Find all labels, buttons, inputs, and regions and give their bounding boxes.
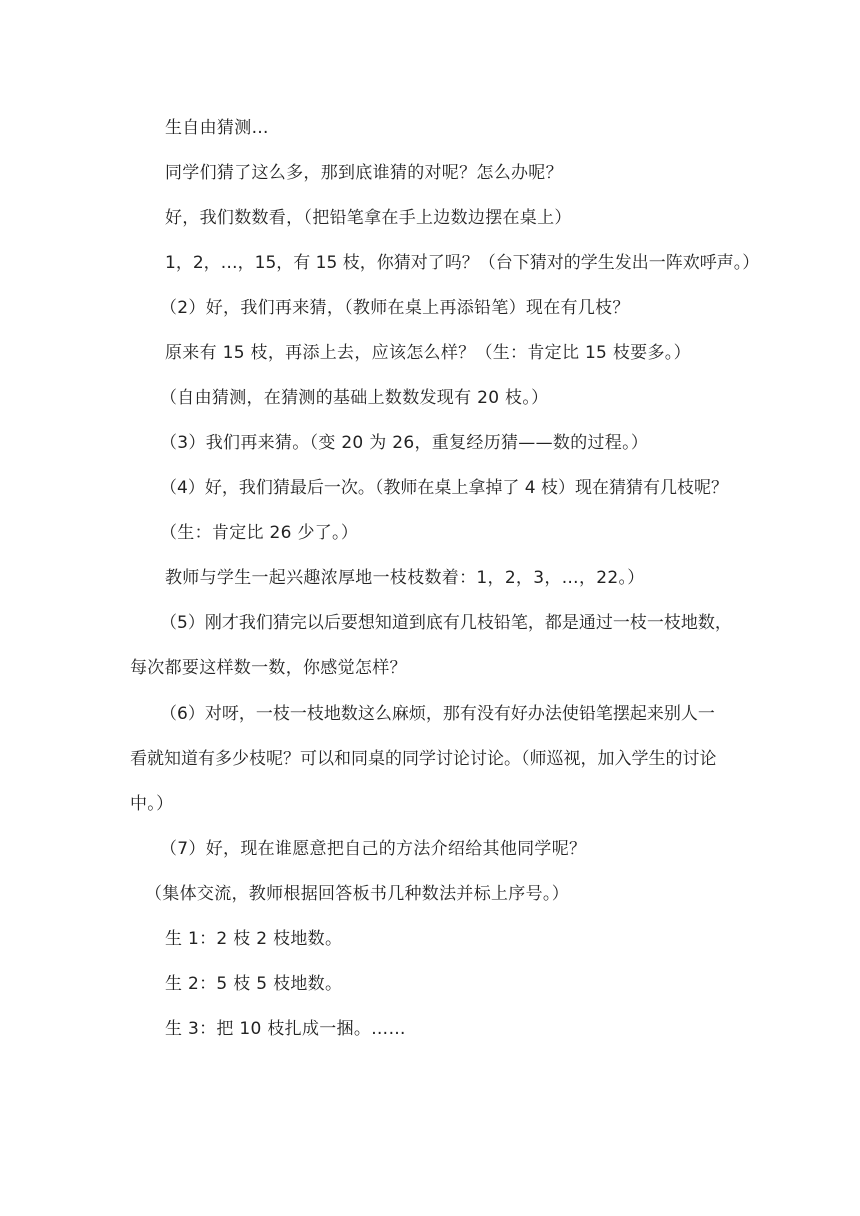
text-line: 教师与学生一起兴趣浓厚地一枝枝数着：1，2，3，…，22。） (165, 568, 645, 588)
text-line: （2）好，我们再来猜，（教师在桌上再添铅笔）现在有几枝？ (160, 298, 630, 318)
text-line: （3）我们再来猜。（变 20 为 26，重复经历猜——数的过程。） (160, 433, 649, 453)
text-line: 同学们猜了这么多，那到底谁猜的对呢？怎么办呢？ (165, 163, 563, 183)
text-line: （集体交流，教师根据回答板书几种数法并标上序号。） (145, 884, 569, 904)
text-line: （生：肯定比 26 少了。） (160, 523, 359, 543)
text-line: 看就知道有多少枝呢？可以和同桌的同学讨论讨论。（师巡视，加入学生的讨论 (130, 749, 717, 769)
text-line: （4）好，我们猜最后一次。（教师在桌上拿掉了 4 枝）现在猜猜有几枝呢？ (160, 478, 728, 498)
text-line: （7）好，现在谁愿意把自己的方法介绍给其他同学呢？ (160, 839, 587, 859)
text-line: 生 3：把 10 枝扎成一捆。…… (165, 1019, 406, 1039)
text-line: 中。） (130, 794, 174, 814)
text-line: 生 2：5 枝 5 枝地数。 (165, 974, 343, 994)
text-line: 生自由猜测… (165, 118, 269, 138)
text-line: （6）对呀，一枝一枝地数这么麻烦，那有没有好办法使铅笔摆起来别人一 (160, 704, 715, 724)
text-line: 生 1：2 枝 2 枝地数。 (165, 929, 343, 949)
text-line: 1，2，…，15，有 15 枝，你猜对了吗？（台下猜对的学生发出一阵欢呼声。） (165, 253, 760, 273)
text-line: 好，我们数数看，（把铅笔拿在手上边数边摆在桌上） (165, 208, 572, 228)
text-line: 每次都要这样数一数，你感觉怎样？ (130, 658, 407, 678)
text-line: （5）刚才我们猜完以后要想知道到底有几枝铅笔，都是通过一枝一枝地数， (160, 613, 732, 633)
text-line: （自由猜测，在猜测的基础上数数发现有 20 枝。） (160, 388, 549, 408)
text-line: 原来有 15 枝，再添上去，应该怎么样？（生：肯定比 15 枝要多。） (165, 343, 691, 363)
